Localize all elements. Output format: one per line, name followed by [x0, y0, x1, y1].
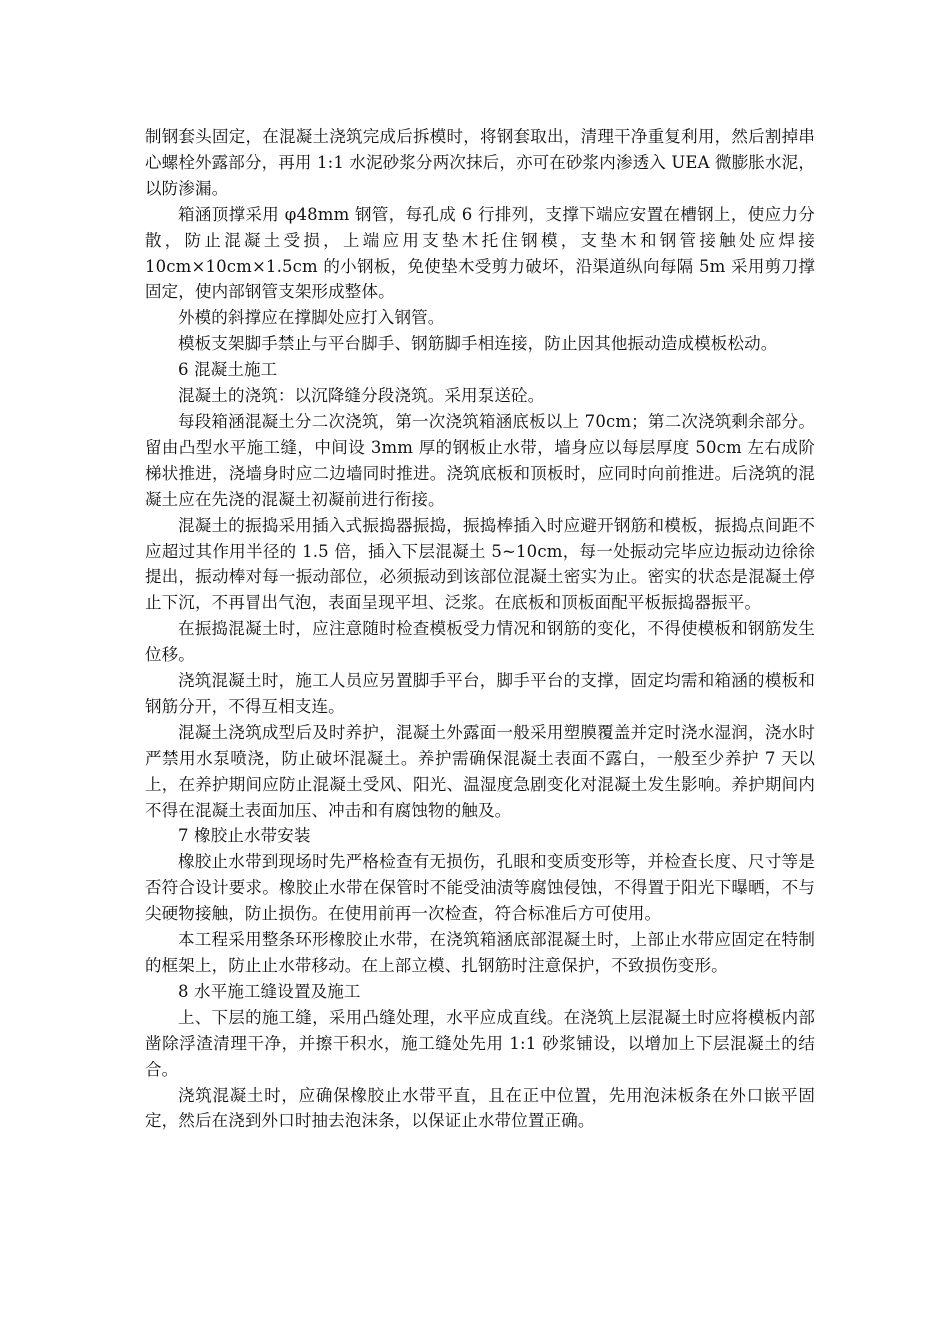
paragraph-construction-joint: 上、下层的施工缝，采用凸缝处理，水平应成直线。在浇筑上层混凝土时应将模板内部凿除浮渣清理干净，并擦干积水，施工缝处先用 1:1 砂浆铺设，以增加上下层混凝土的结合。 — [145, 1007, 815, 1079]
paragraph-top-support: 箱涵顶撑采用 φ48mm 钢管，每孔成 6 行排列，支撑下端应安置在槽钢上，使应力分散，防止混凝土受损，上端应用支垫木托住钢模，支垫木和钢管接触处应焊接 10cm×10cm×1.5cm 的小钢板，免使垫木受剪力破坏，沿渠道纵向每隔 5m 采用剪刀撑固定，使内部钢管支架形成整体。 — [145, 204, 815, 302]
paragraph-work-platform: 浇筑混凝土时，施工人员应另置脚手平台，脚手平台的支撑，固定均需和箱涵的模板和钢筋分开，不得互相支连。 — [145, 671, 815, 716]
paragraph-curing: 混凝土浇筑成型后及时养护，混凝土外露面一般采用塑膜覆盖并定时浇水湿润，浇水时严禁用水泵喷浇，防止破坏混凝土。养护需确保混凝土表面不露白，一般至少养护 7 天以上，在养护期间应防止混凝土受风、阳光、温湿度急剧变化对混凝土发生影响。养护期间内不得在混凝土表面加压、冲击和有腐蚀物的触及。 — [145, 722, 815, 820]
paragraph-outer-formwork: 外模的斜撑应在撑脚处应打入钢管。 — [178, 308, 445, 328]
paragraph-waterstop-position: 浇筑混凝土时，应确保橡胶止水带平直，且在正中位置，先用泡沫板条在外口嵌平固定，然后在浇到外口时抽去泡沫条，以保证止水带位置正确。 — [145, 1085, 815, 1131]
paragraph-waterstop-inspection: 橡胶止水带到现场时先严格检查有无损伤，孔眼和变质变形等，并检查长度、尺寸等是否符合设计要求。橡胶止水带在保管时不能受油渍等腐蚀侵蚀，不得置于阳光下曝晒，不与尖硬物接触，防止损伤。在使用前再一次检查，符合标准后方可使用。 — [145, 852, 815, 924]
section-heading-6: 6 混凝土施工 — [178, 360, 278, 380]
section-heading-8: 8 水平施工缝设置及施工 — [178, 981, 361, 1001]
paragraph-pouring: 混凝土的浇筑：以沉降缝分段浇筑。采用泵送砼。 — [178, 386, 545, 406]
section-heading-7: 7 橡胶止水带安装 — [178, 826, 311, 846]
paragraph-vibration: 混凝土的振捣采用插入式振捣器振捣，振捣棒插入时应避开钢筋和模板，振捣点间距不应超过其作用半径的 1.5 倍，插入下层混凝土 5~10cm，每一处振动完毕应边振动边徐徐提出，振动棒对每一振动部位，必须振动到该部位混凝土密实为止。密实的状态是混凝土停止下沉，不再冒出气泡，表面呈现平坦、泛浆。在底板和顶板面配平板振捣器振平。 — [145, 515, 815, 613]
paragraph-vibration-check: 在振捣混凝土时，应注意随时检查模板受力情况和钢筋的变化，不得使模板和钢筋发生位移。 — [145, 619, 815, 665]
paragraph-two-stage-pour: 每段箱涵混凝土分二次浇筑，第一次浇筑箱涵底板以上 70cm；第二次浇筑剩余部分。留由凸型水平施工缝，中间设 3mm 厚的钢板止水带，墙身应以每层厚度 50cm 左右成阶梯状推进，浇墙身时应二边墙同时推进。浇筑底板和顶板时，应同时向前推进。后浇筑的混凝土应在先浇的混凝土初凝前进行衔接。 — [145, 411, 815, 509]
paragraph-scaffold: 模板支架脚手禁止与平台脚手、钢筋脚手相连接，防止因其他振动造成模板松动。 — [178, 334, 778, 354]
paragraph-waterstop-install: 本工程采用整条环形橡胶止水带，在浇筑箱涵底部混凝土时，上部止水带应固定在特制的框架上，防止止水带移动。在上部立模、扎钢筋时注意保护，不致损伤变形。 — [145, 930, 815, 975]
paragraph-formwork-bolts: 制钢套头固定，在混凝土浇筑完成后拆模时，将钢套取出，清理干净重复利用，然后割掉串心螺栓外露部分，再用 1:1 水泥砂浆分两次抹后，亦可在砂浆内渗透入 UEA 微膨胀水泥，以防渗漏。 — [145, 127, 815, 198]
document-body — [145, 124, 815, 1134]
